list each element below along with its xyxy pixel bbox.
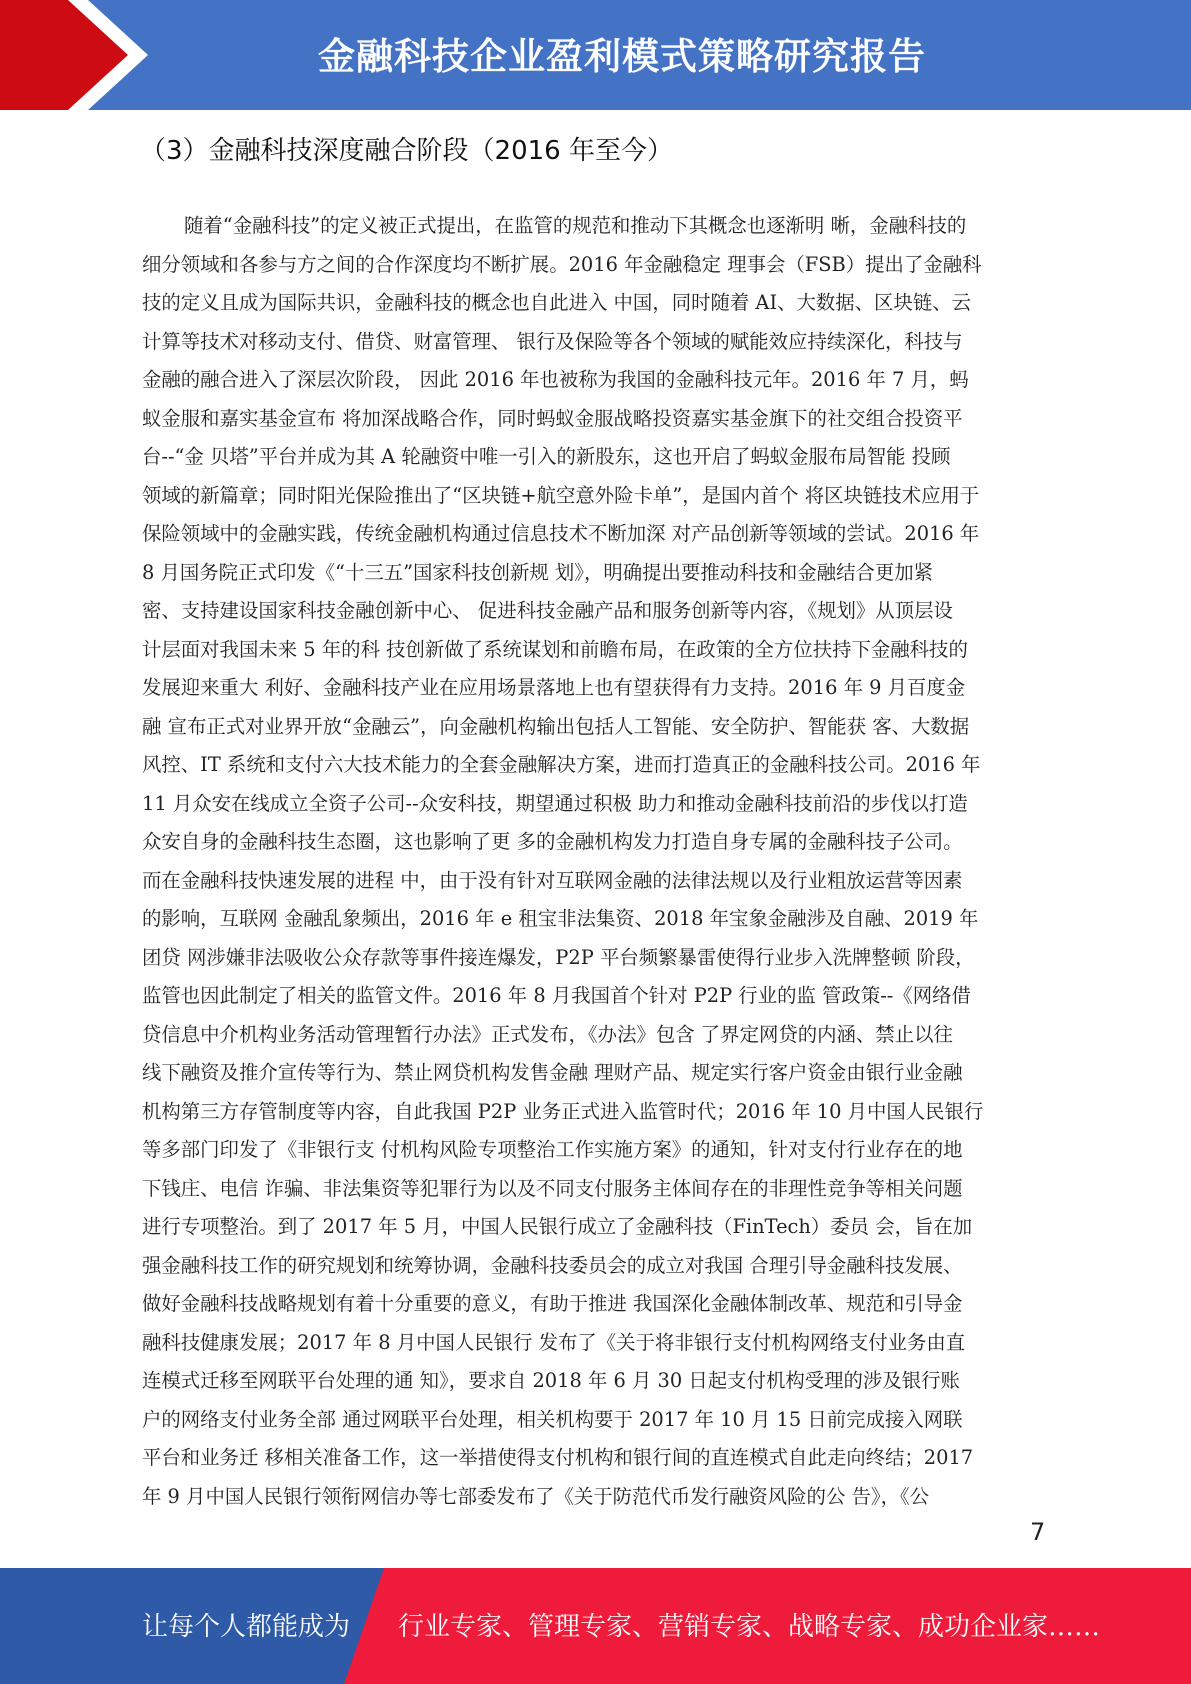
body-line: 线下融资及推介宣传等行为、禁止网贷机构发售金融 理财产品、规定实行客户资金由银行业金融 <box>142 1061 963 1084</box>
body-line: 下钱庄、电信 诈骗、非法集资等犯罪行为以及不同支付服务主体间存在的非理性竞争等相关问题 <box>142 1176 963 1200</box>
page-number: 7 <box>1030 1518 1046 1546</box>
body-line: 户的网络支付业务全部 通过网联平台处理，相关机构要于 2017 年 10 月 15 日前完成接入网联 <box>142 1407 963 1431</box>
body-line: 技的定义且成为国际共识，金融科技的概念也自此进入 中国，同时随着 AI、大数据、区块链、云 <box>142 291 972 314</box>
body-line: 风控、IT 系统和支付六大技术能力的全套金融解决方案，进而打造真正的金融科技公司。2016 年 <box>142 753 981 776</box>
body-line: 做好金融科技战略规划有着十分重要的意义，有助于推进 我国深化金融体制改革、规范和引导金 <box>142 1292 963 1315</box>
body-line: 年 9 月中国人民银行领衔网信办等七部委发布了《关于防范代币发行融资风险的公 告》，《公 <box>142 1484 930 1508</box>
body-line: 的影响，互联网 金融乱象频出，2016 年 e 租宝非法集资、2018 年宝象金融涉及自融、2019 年 <box>142 907 979 930</box>
footer-slogan-right: 行业专家、管理专家、营销专家、战略专家、成功企业家…… <box>398 1612 1101 1642</box>
body-line: 发展迎来重大 利好、金融科技产业在应用场景落地上也有望获得有力支持。2016 年 9 月百度金 <box>142 676 966 699</box>
body-line: 等多部门印发了《非银行支 付机构风险专项整治工作实施方案》的通知，针对支付行业存在的地 <box>142 1138 963 1161</box>
body-line: 平台和业务迁 移相关准备工作，这一举措使得支付机构和银行间的直连模式自此走向终结；2017 <box>142 1446 974 1469</box>
body-line: 计层面对我国未来 5 年的科 技创新做了系统谋划和前瞻布局，在政策的全方位扶持下金融科技的 <box>142 637 968 661</box>
page-footer <box>0 1568 1191 1684</box>
body-line: 蚁金服和嘉实基金宣布 将加深战略合作，同时蚂蚁金服战略投资嘉实基金旗下的社交组合投资平 <box>142 406 963 430</box>
body-line: 随着“金融科技”的定义被正式提出，在监管的规范和推动下其概念也逐渐明 晰，金融科技的 <box>184 214 967 237</box>
body-line: 保险领域中的金融实践，传统金融机构通过信息技术不断加深 对产品创新等领域的尝试。2016 年 <box>142 522 980 545</box>
body-line: 贷信息中介机构业务活动管理暂行办法》正式发布，《办法》包含 了界定网贷的内涵、禁止以往 <box>142 1022 953 1046</box>
body-line: 连模式迁移至网联平台处理的通 知》，要求自 2018 年 6 月 30 日起支付机构受理的涉及银行账 <box>142 1369 960 1392</box>
header-arrow-graphic <box>0 0 160 110</box>
body-line: 8 月国务院正式印发《“十三五”国家科技创新规 划》，明确提出要推动科技和金融结合更加紧 <box>142 560 934 584</box>
body-line: 强金融科技工作的研究规划和统筹协调，金融科技委员会的成立对我国 合理引导金融科技发展、 <box>142 1253 963 1277</box>
body-line: 融科技健康发展；2017 年 8 月中国人民银行 发布了《关于将非银行支付机构网络支付业务由直 <box>142 1330 966 1354</box>
report-title: 金融科技企业盈利模式策略研究报告 <box>318 35 926 78</box>
body-line: 团贷 网涉嫌非法吸收公众存款等事件接连爆发，P2P 平台频繁暴雷使得行业步入洗牌整顿 阶段， <box>142 945 975 969</box>
body-line: 机构第三方存管制度等内容，自此我国 P2P 业务正式进入监管时代；2016 年 10 月中国人民银行 <box>142 1099 984 1123</box>
page-header <box>0 0 1191 110</box>
section-heading: （3）金融科技深度融合阶段（2016 年至今） <box>140 136 673 166</box>
body-line: 而在金融科技快速发展的进程 中，由于没有针对互联网金融的法律法规以及行业粗放运营等因素 <box>142 868 963 892</box>
body-line: 进行专项整治。到了 2017 年 5 月，中国人民银行成立了金融科技（FinTech）委员 会，旨在加 <box>142 1215 973 1238</box>
body-line: 领域的新篇章；同时阳光保险推出了“区块链+航空意外险卡单”，是国内首个 将区块链技术应用于 <box>142 483 980 507</box>
body-line: 监管也因此制定了相关的监管文件。2016 年 8 月我国首个针对 P2P 行业的监 管政策--《网络借 <box>142 984 971 1007</box>
body-paragraph <box>142 207 1047 1516</box>
body-line: 众安自身的金融科技生态圈，这也影响了更 多的金融机构发力打造自身专属的金融科技子公司。 <box>142 830 963 853</box>
body-line: 细分领域和各参与方之间的合作深度均不断扩展。2016 年金融稳定 理事会（FSB）提出了金融科 <box>142 252 982 276</box>
footer-slogan-left: 让每个人都能成为 <box>142 1612 351 1642</box>
body-line: 11 月众安在线成立全资子公司--众安科技，期望通过积极 助力和推动金融科技前沿的步伐以打造 <box>142 791 968 815</box>
body-line: 计算等技术对移动支付、借贷、财富管理、 银行及保险等各个领域的赋能效应持续深化，科技与 <box>142 329 963 353</box>
body-line: 台--“金 贝塔”平台并成为其 A 轮融资中唯一引入的新股东，这也开启了蚂蚁金服布局智能 投顾 <box>142 445 951 468</box>
body-line: 融 宣布正式对业界开放“金融云”，向金融机构输出包括人工智能、安全防护、智能获 客、大数据 <box>142 714 970 738</box>
body-line: 密、支持建设国家科技金融创新中心、 促进科技金融产品和服务创新等内容，《规划》从顶层设 <box>142 599 953 622</box>
body-line: 金融的融合进入了深层次阶段， 因此 2016 年也被称为我国的金融科技元年。2016 年 7 月，蚂 <box>142 368 969 391</box>
